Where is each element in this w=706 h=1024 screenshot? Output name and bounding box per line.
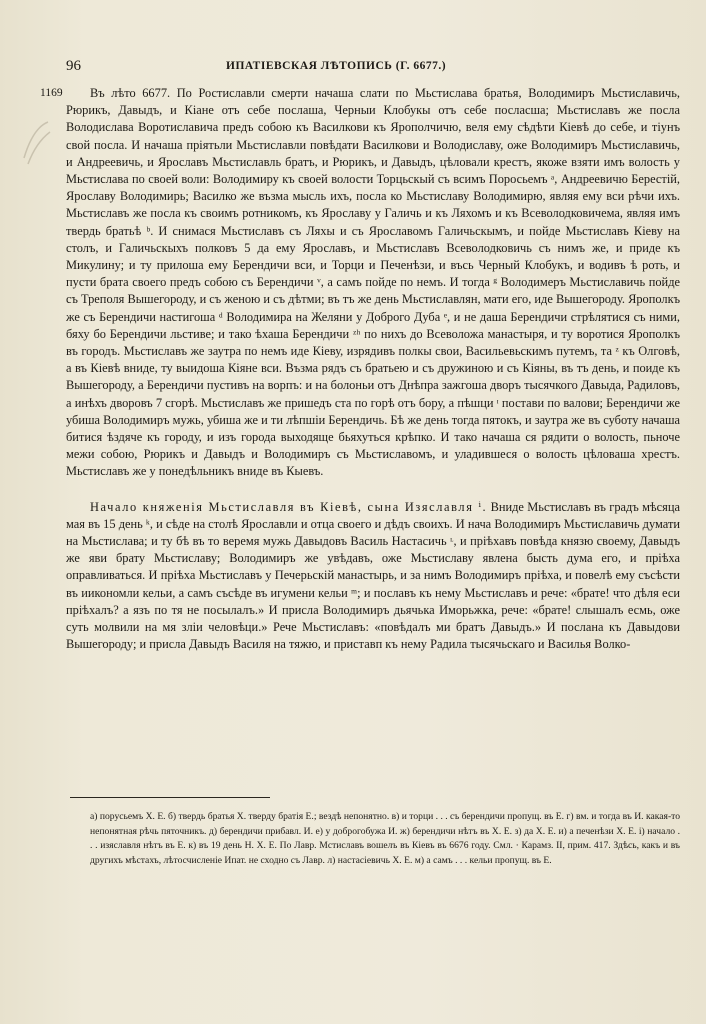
page-header xyxy=(66,58,678,78)
chronicle-text xyxy=(66,85,680,654)
running-head: ИПАТІЕВСКАЯ ЛѢТОПИСЬ (Г. 6677.) xyxy=(226,60,447,72)
chronicle-paragraph-text: Вниде Мьстиславъ въ градъ мѣсяца мая въ 15 день ᵏ, и сѣде на столѣ Ярославли и отца своего и дѣдъ своихъ. И нача Володимиръ Мьстиславичь думати на Мьстислава; и ту бѣ въ то веремя мужь Давыдовъ Василь Настасичь ᶫ, и пріѣхавъ повѣда князю своему, Давыдъ же яви брату Мьстиславу; Володимиръ же увѣдавъ, оже Мьстиславу явлена бысть дума его, и пріѣха оправливаться. И пріѣха Мьстиславъ у Печерьскій манастырь, и за нимъ Володимиръ пріѣха, и повелѣ ему съсѣсти въ иикономли кельи, а самъ съсѣде въ игумени кельи ᵐ; и пославъ къ нему Мьстиславъ и рече: «брате! что дѣля еси пріѣхалъ? а язъ по тя не посылалъ.» И присла Володимиръ дьячька Иморьжка, рече: «брате! слышалъ есмь, оже суть молвили на мя зліи человѣци.» Рече Мьстиславъ: «повѣдалъ ми братъ Давыдъ.» И посланa къ Давыдови Вышегороду; и присла Давыдъ Василя на тяжю, и приставп къ нему Радила тысячьскаго и Василья Волко- xyxy=(66,499,680,652)
footnote-divider xyxy=(70,797,270,798)
page-number: 96 xyxy=(66,58,81,74)
library-stamp-mark xyxy=(18,118,54,170)
chronicle-paragraph: Въ лѣто 6677. По Ростиславли смерти начаша слати по Мьстислава братья, Володимиръ Мьстиславичь, Рюрикъ, Давыдъ, и Кіане отъ себе послаша, Черныи Клобукы отъ себе посласша; Мьстиславъ же посла Володислава Воротиславича предъ собою къ Василкови къ Ярополчичю, веля ему сѣдѣти Кіевѣ до себе, и тіунъ свой посла. И начаша пріятьли Мьстиславли повѣдати Василкови и Володиславу, оже Володимиръ Мьстиславичь, и Андреевичь, и Ярославъ Мьстиславль братъ, и Рюрикъ, и Давыдъ, цѣловали крестъ, якоже взяти имъ волость у Мьстислава по своей воли: Володимиру къ своей волости Торцьскый съ всимъ Поросьемъ ᵃ, Андреевичю Берестій, Ярославу Володимирь; Василко же възма мысль ихъ, посла ко Мьстиславу Володимирю, являя ему вси рѣчи ихъ. Мьстиславъ же посла къ своимъ ротникомъ, къ Ярославу у Галичь и къ Ляхомъ и къ Всеволодковичема, являя имъ твердь братьѣ ᵇ. И снимася Мьстиславъ съ Ляхы и съ Ярославомъ Галичьскымъ, и пойде Мьстиславъ Кіеву на столъ, и Галичьскыхъ полковъ 5 да ему Ярославъ, и Мьстиславъ Всеволодковичь съ нимъ же, и приде къ Микулину; и ту прилоша ему Берендичи вси, и Торци и Печенѣзи, и въсь Черный Клобукъ, и водивъ ѣ роть, и пусти брата своего предъ собою съ Берендичи ᵛ, а самъ пойде по немъ. И тогда ᵍ Володимеръ Мьстиславичь пойде съ Треполя Вышегороду, и съ женою и съ дѣтми; въ тъ же день Мьстиславлян, мати его, иде Вышегороду. Ярополкъ же съ Берендичи настигоша ᵈ Володимира на Желяни у Доброго Дуба ᵉ, и не даша Берендичи стрѣлятися съ ними, бяху бо Берендичи льстиве; и тако ѣхаша Берендичи ᶻʰ по нихъ до Всеволожа манастыря, и ту воротися Ярополкъ въ городъ. Мьстиславъ же заутра по немъ иде Кіеву, изрядивъ полкы свои, Васильевьскимъ путемъ, та ᶻ къ Олговѣ, а въ Кіевѣ вниде, ту выидоша Кіяне вси. Възма рядъ съ братьею и съ дружиною и съ Кіяны, въ тъ день, и поиде къ Вышегороду, а Берендичи пустивъ на ворпъ: и на болоньи отъ Днѣпра зажгоша дворъ тысячкого Давыда, Радиловъ, а инѣхъ дворовъ 7 сгорѣ. Мьстиславъ же пришедъ ста по горѣ отъ бору, а пѣшци ᶦ постави по валови; Берендичи же убиша Володимиръ мужь, убиша же и ти лѣпшіи Берендичь. Бѣ же день тогда пятокъ, и заутра же въ суботу начаша битися ѣздяче къ городу, и изъ города выходяще бьяхуться крѣпко. И тако начаша ся рядити о волость, пьноче межи собою, Рюрикъ и Давыдъ и Володимиръ съ Мьстиславомъ, и уладившеся о волость цѣловаша хрестъ. Мьстиславъ же у понедѣльникъ вниде въ Кыевъ. xyxy=(66,86,680,479)
footnotes: а) порусьемъ Х. Е. б) твердь братья Х. твердy братія Е.; вездѣ непонятно. в) и торци . . . съ берендичи пропущ. въ Е. г) вм. и тогда въ И. какая-то непонятная рѣчь пяточникъ. д) берендичи прибавл. И. е) у доброгобужа И. ж) берендичи нѣтъ въ Х. Е. з) да Х. Е. и) а печенѣзи Х. Е. і) начало . . . изяславля нѣтъ въ Е. к) въ 19 день Н. Х. Е. По Лавр. Мстиславъ вошелъ въ Кіевъ въ 6676 году. Смл. · Карамз. II, прим. 417. Здѣсь, какъ и въ другихъ мѣстахъ, лѣтосчисленіе Ипат. не сходно съ Лавр. л) настасіевичь Х. Е. м) а самъ . . . кельи пропущ. въ Е. xyxy=(90,811,680,866)
margin-year: 1169 xyxy=(40,87,63,99)
chronicle-paragraph-2 xyxy=(66,499,680,654)
section-heading: Начало княженія Мьстиславля въ Кіевѣ, сына Изяславля ⁱ. xyxy=(90,499,488,514)
